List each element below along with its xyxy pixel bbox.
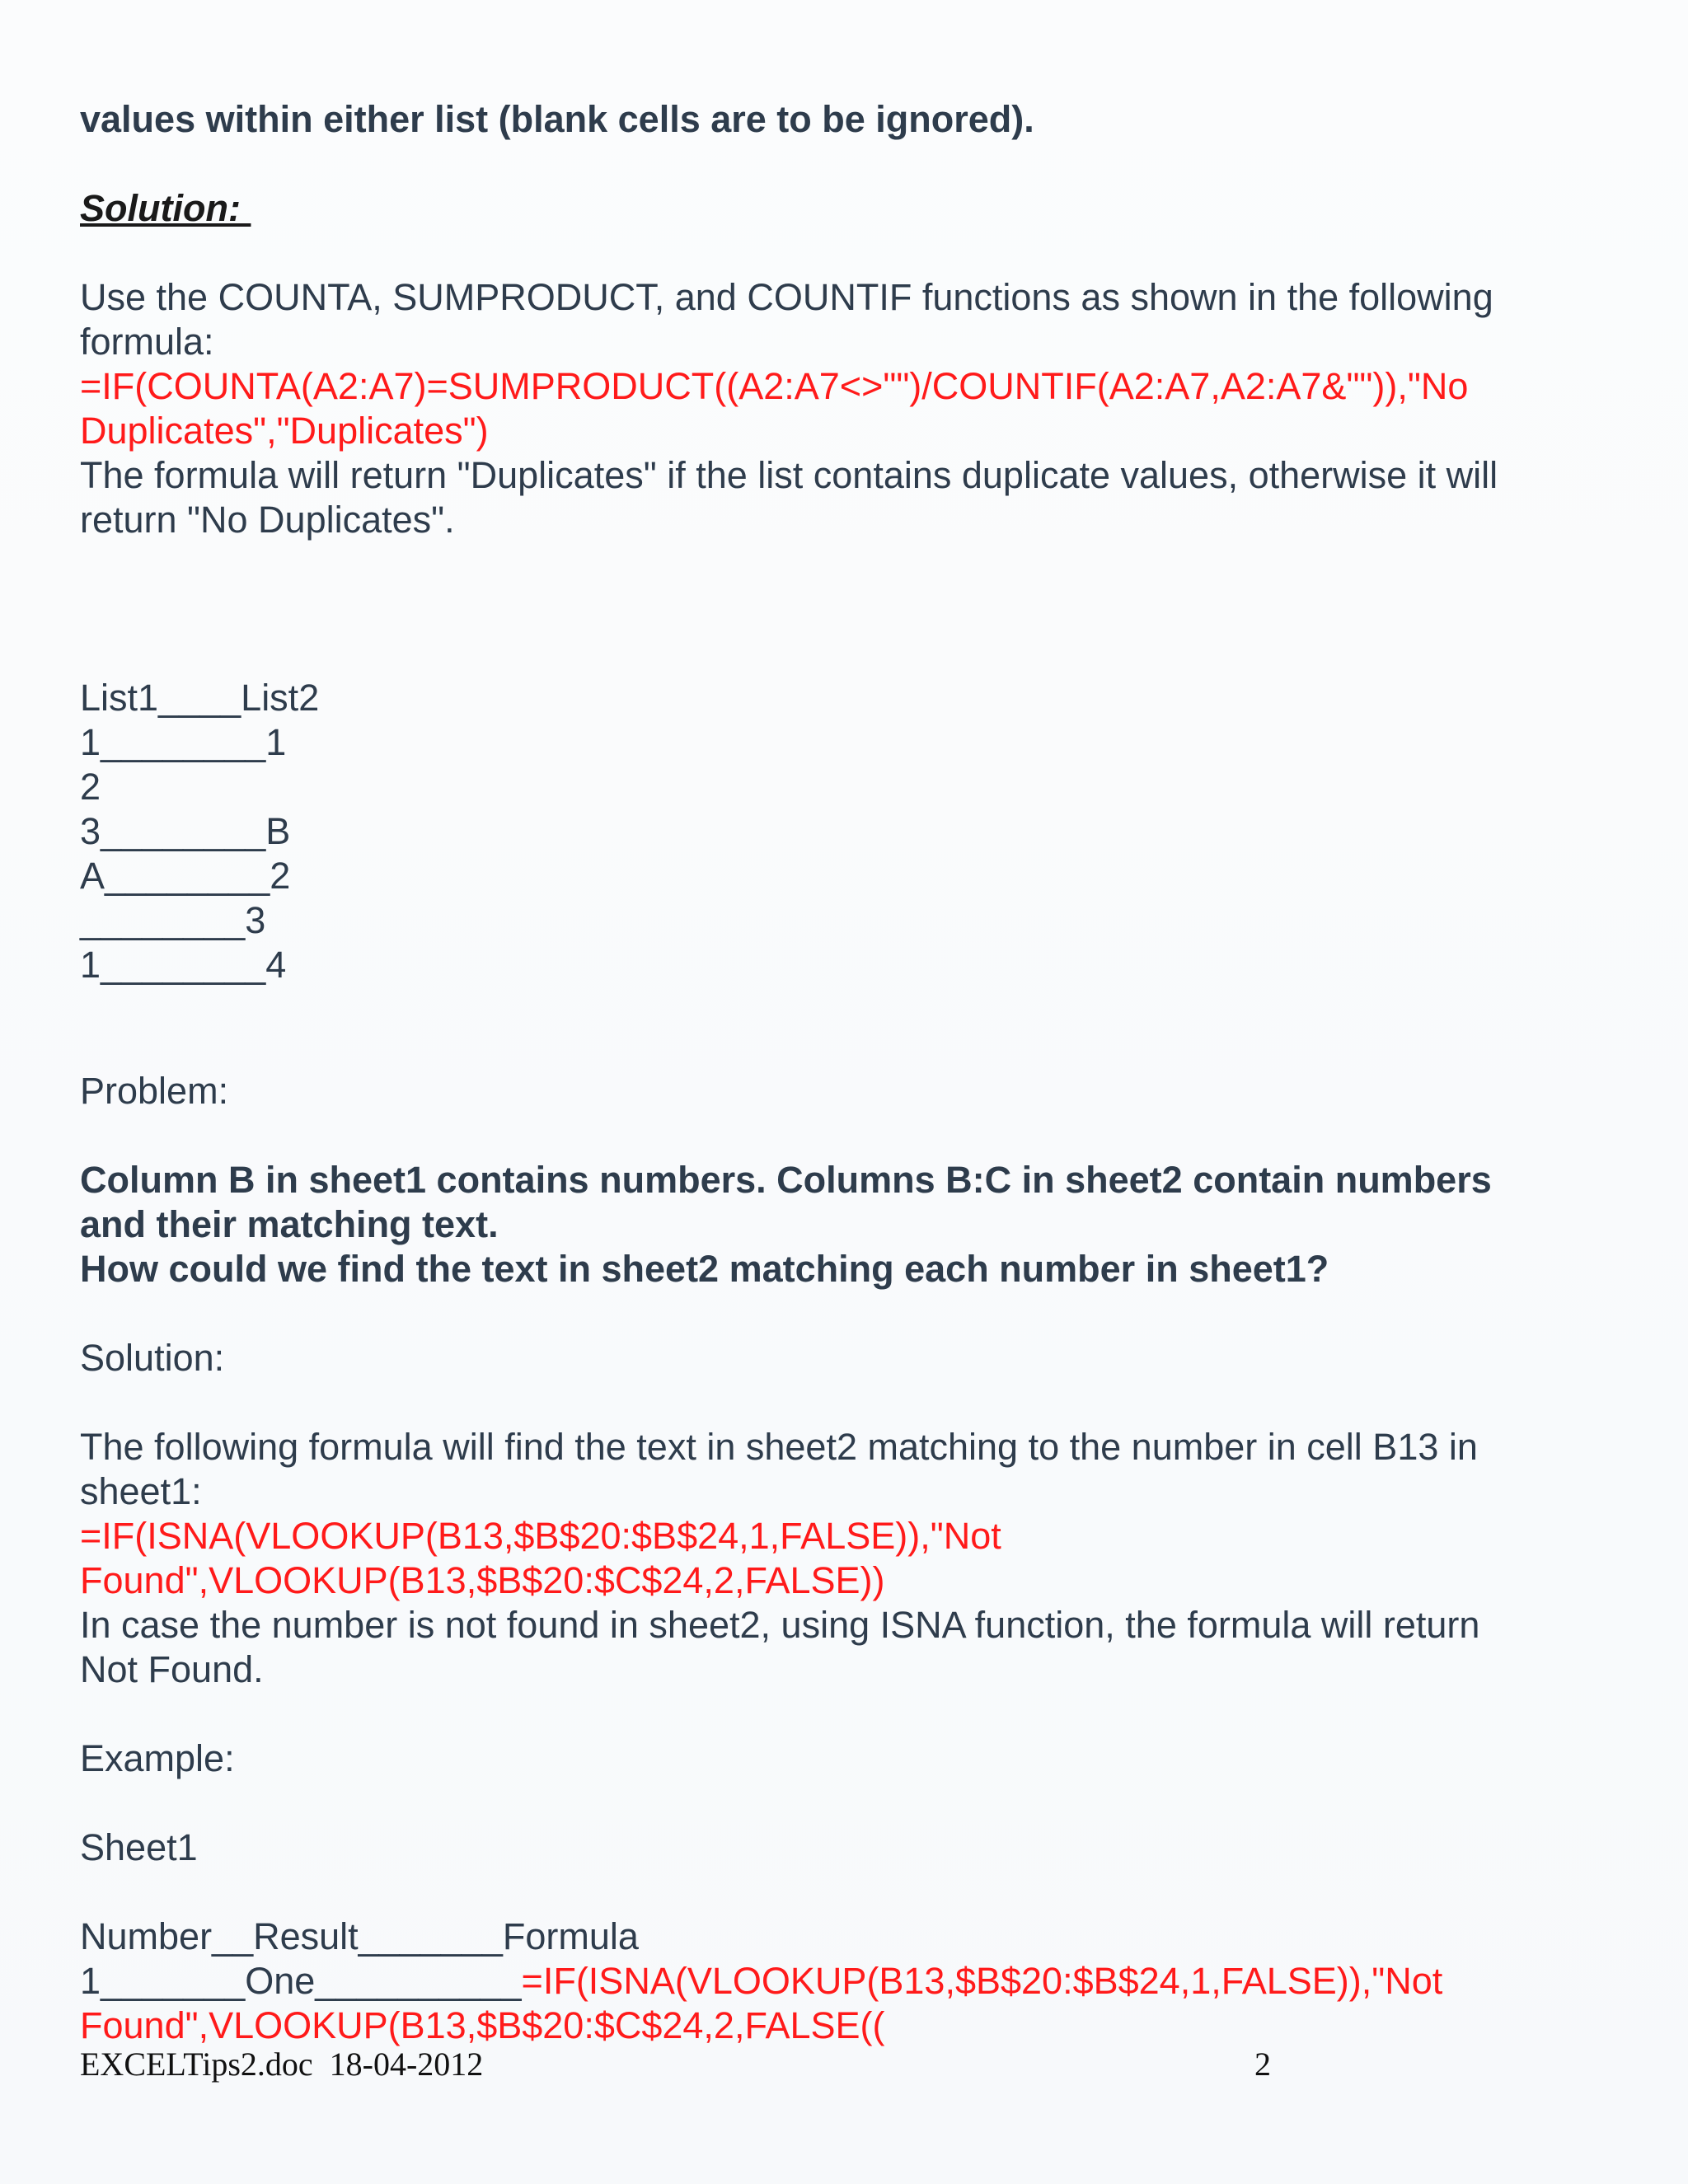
example-header-row: Number__Result_______Formula bbox=[80, 1915, 639, 1957]
spacer bbox=[80, 542, 1588, 631]
solution2-note-line-2: Not Found. bbox=[80, 1648, 264, 1690]
vlookup-formula-line-1: =IF(ISNA(VLOOKUP(B13,$B$20:$B$24,1,FALSE)),"Not bbox=[80, 1515, 1001, 1557]
sheet-label: Sheet1 bbox=[80, 1826, 198, 1868]
solution-intro-line-2: formula: bbox=[80, 321, 214, 363]
spacer bbox=[80, 987, 1588, 1032]
example-label: Example: bbox=[80, 1737, 235, 1779]
example-row-1-values: 1_______One__________ bbox=[80, 1960, 522, 2002]
list-row: 3________B bbox=[80, 810, 291, 852]
spacer bbox=[80, 231, 1588, 275]
solution2-description-line-1: The following formula will find the text in sheet2 matching to the number in cell B13 in bbox=[80, 1426, 1478, 1468]
spacer bbox=[80, 1113, 1588, 1158]
spacer bbox=[80, 631, 1588, 676]
list-row: 2 bbox=[80, 766, 101, 808]
duplicates-formula-line-2: Duplicates","Duplicates") bbox=[80, 410, 489, 452]
spacer bbox=[80, 1781, 1588, 1825]
list-row: A________2 bbox=[80, 855, 291, 897]
problem-text-line-3: How could we find the text in sheet2 matching each number in sheet1? bbox=[80, 1248, 1329, 1290]
solution-description-line-1: The formula will return "Duplicates" if the list contains duplicate values, otherwise it will bbox=[80, 454, 1498, 496]
vlookup-formula-line-2: Found",VLOOKUP(B13,$B$20:$C$24,2,FALSE)) bbox=[80, 1559, 885, 1601]
solution2-note-line-1: In case the number is not found in sheet2, using ISNA function, the formula will return bbox=[80, 1604, 1480, 1646]
spacer bbox=[80, 1692, 1588, 1736]
list-row: 1________4 bbox=[80, 944, 287, 986]
list-row: ________3 bbox=[80, 899, 266, 941]
spacer bbox=[80, 1870, 1588, 1915]
solution-intro-line-1: Use the COUNTA, SUMPRODUCT, and COUNTIF functions as shown in the following bbox=[80, 276, 1493, 318]
problem-text-line-2: and their matching text. bbox=[80, 1203, 499, 1245]
continued-question-line: values within either list (blank cells are to be ignored). bbox=[80, 98, 1034, 140]
list-example bbox=[80, 676, 1588, 987]
spacer bbox=[80, 1291, 1588, 1336]
spacer bbox=[80, 142, 1588, 186]
solution-description-line-2: return "No Duplicates". bbox=[80, 499, 455, 541]
example-row-1-formula: =IF(ISNA(VLOOKUP(B13,$B$20:$B$24,1,FALSE)),"Not bbox=[521, 1960, 1443, 2002]
problem-label: Problem: bbox=[80, 1070, 229, 1112]
example-row-1 bbox=[80, 1959, 1588, 2004]
solution-heading: Solution: bbox=[80, 187, 251, 229]
solution-heading-line bbox=[80, 186, 1588, 231]
footer-page-number: 2 bbox=[1254, 2046, 1271, 2083]
footer-filename-date: EXCELTips2.doc 18-04-2012 bbox=[80, 2046, 484, 2083]
spacer bbox=[80, 1032, 1588, 1069]
spacer bbox=[80, 1380, 1588, 1425]
document-body bbox=[80, 97, 1588, 2048]
example-row-1-formula-continued: Found",VLOOKUP(B13,$B$20:$C$24,2,FALSE(( bbox=[80, 2004, 885, 2046]
duplicates-formula-line-1: =IF(COUNTA(A2:A7)=SUMPRODUCT((A2:A7<>"")/COUNTIF(A2:A7,A2:A7&"")),"No bbox=[80, 365, 1469, 407]
solution2-description-line-2: sheet1: bbox=[80, 1470, 202, 1512]
list-row: List1____List2 bbox=[80, 677, 320, 719]
problem-text-line-1: Column B in sheet1 contains numbers. Columns B:C in sheet2 contain numbers bbox=[80, 1159, 1492, 1201]
solution2-label: Solution: bbox=[80, 1337, 225, 1379]
list-row: 1________1 bbox=[80, 721, 287, 763]
